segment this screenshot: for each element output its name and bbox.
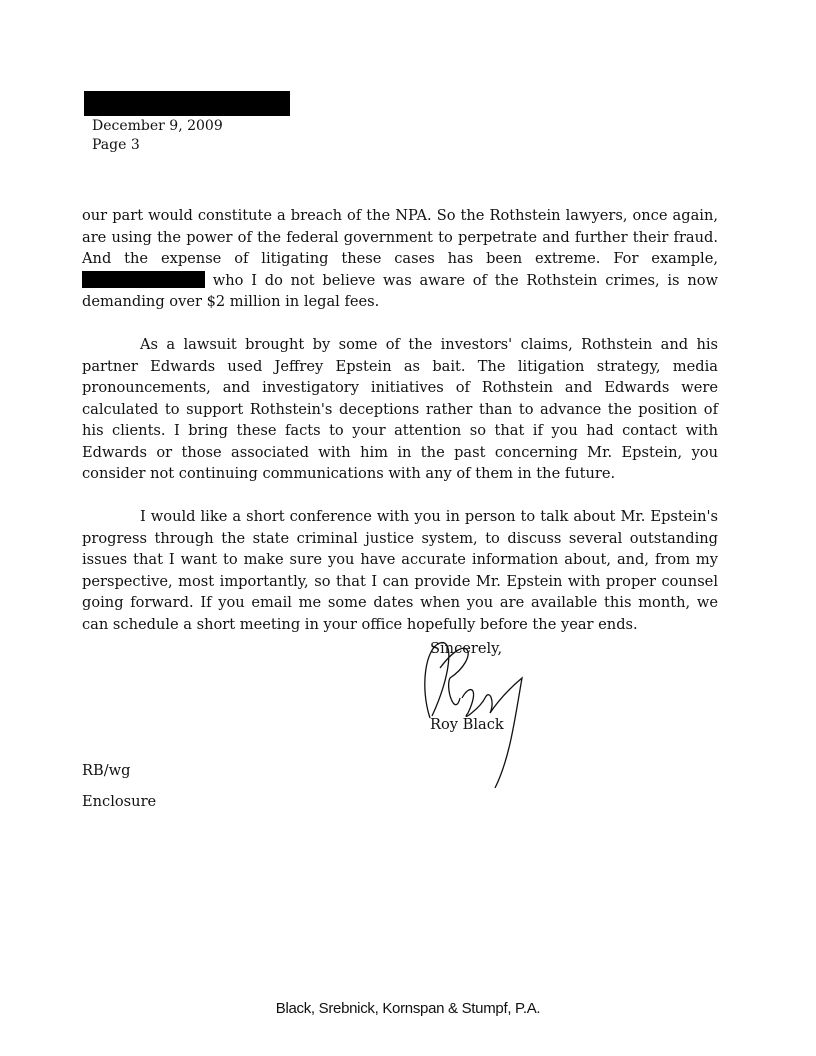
redaction-name bbox=[82, 271, 205, 288]
paragraph-1-text: our part would constitute a breach of the NPA. So the Rothstein lawyers, once again, are using the power of the federal government to perpetrate and further their fraud. And the expense of litigating these cases has been extreme. For example, bbox=[82, 207, 718, 267]
firm-footer: Black, Srebnick, Kornspan & Stumpf, P.A. bbox=[275, 1000, 541, 1017]
signature bbox=[410, 628, 550, 798]
signer-name: Roy Black bbox=[430, 716, 504, 733]
letter-date: December 9, 2009 bbox=[92, 118, 223, 134]
paragraph-1-text-cont: who I do not believe was aware of the Rothstein crimes, is now demanding over $2 million in legal fees. bbox=[82, 271, 718, 310]
letter-body bbox=[82, 205, 718, 657]
redaction-recipient bbox=[84, 91, 290, 116]
salutation: Sincerely, bbox=[430, 640, 503, 657]
paragraph-2: As a lawsuit brought by some of the investors' claims, Rothstein and his partner Edwards used Jeffrey Epstein as bait. The litigation strategy, media pronouncements, and investigatory initiatives of Rothstein and Edwards were calculated to support Rothstein's deceptions rather than to advance the position of his clients. I bring these facts to your attention so that if you had contact with Edwards or those associated with him in the past concerning Mr. Epstein, you consider not continuing communications with any of them in the future. bbox=[82, 336, 718, 482]
paragraph-3: I would like a short conference with you in person to talk about Mr. Epstein's progress through the state criminal justice system, to discuss several outstanding issues that I want to make sure you have accurate information about, and, from my perspective, most importantly, so that I can provide Mr. Epstein with proper counsel going forward. If you email me some dates when you are available this month, we can schedule a short meeting in your office hopefully before the year ends. bbox=[82, 508, 718, 633]
initials: RB/wg bbox=[82, 762, 131, 779]
page-number: Page 3 bbox=[92, 137, 140, 153]
paragraph-1 bbox=[82, 205, 718, 313]
enclosure-note: Enclosure bbox=[82, 793, 157, 810]
